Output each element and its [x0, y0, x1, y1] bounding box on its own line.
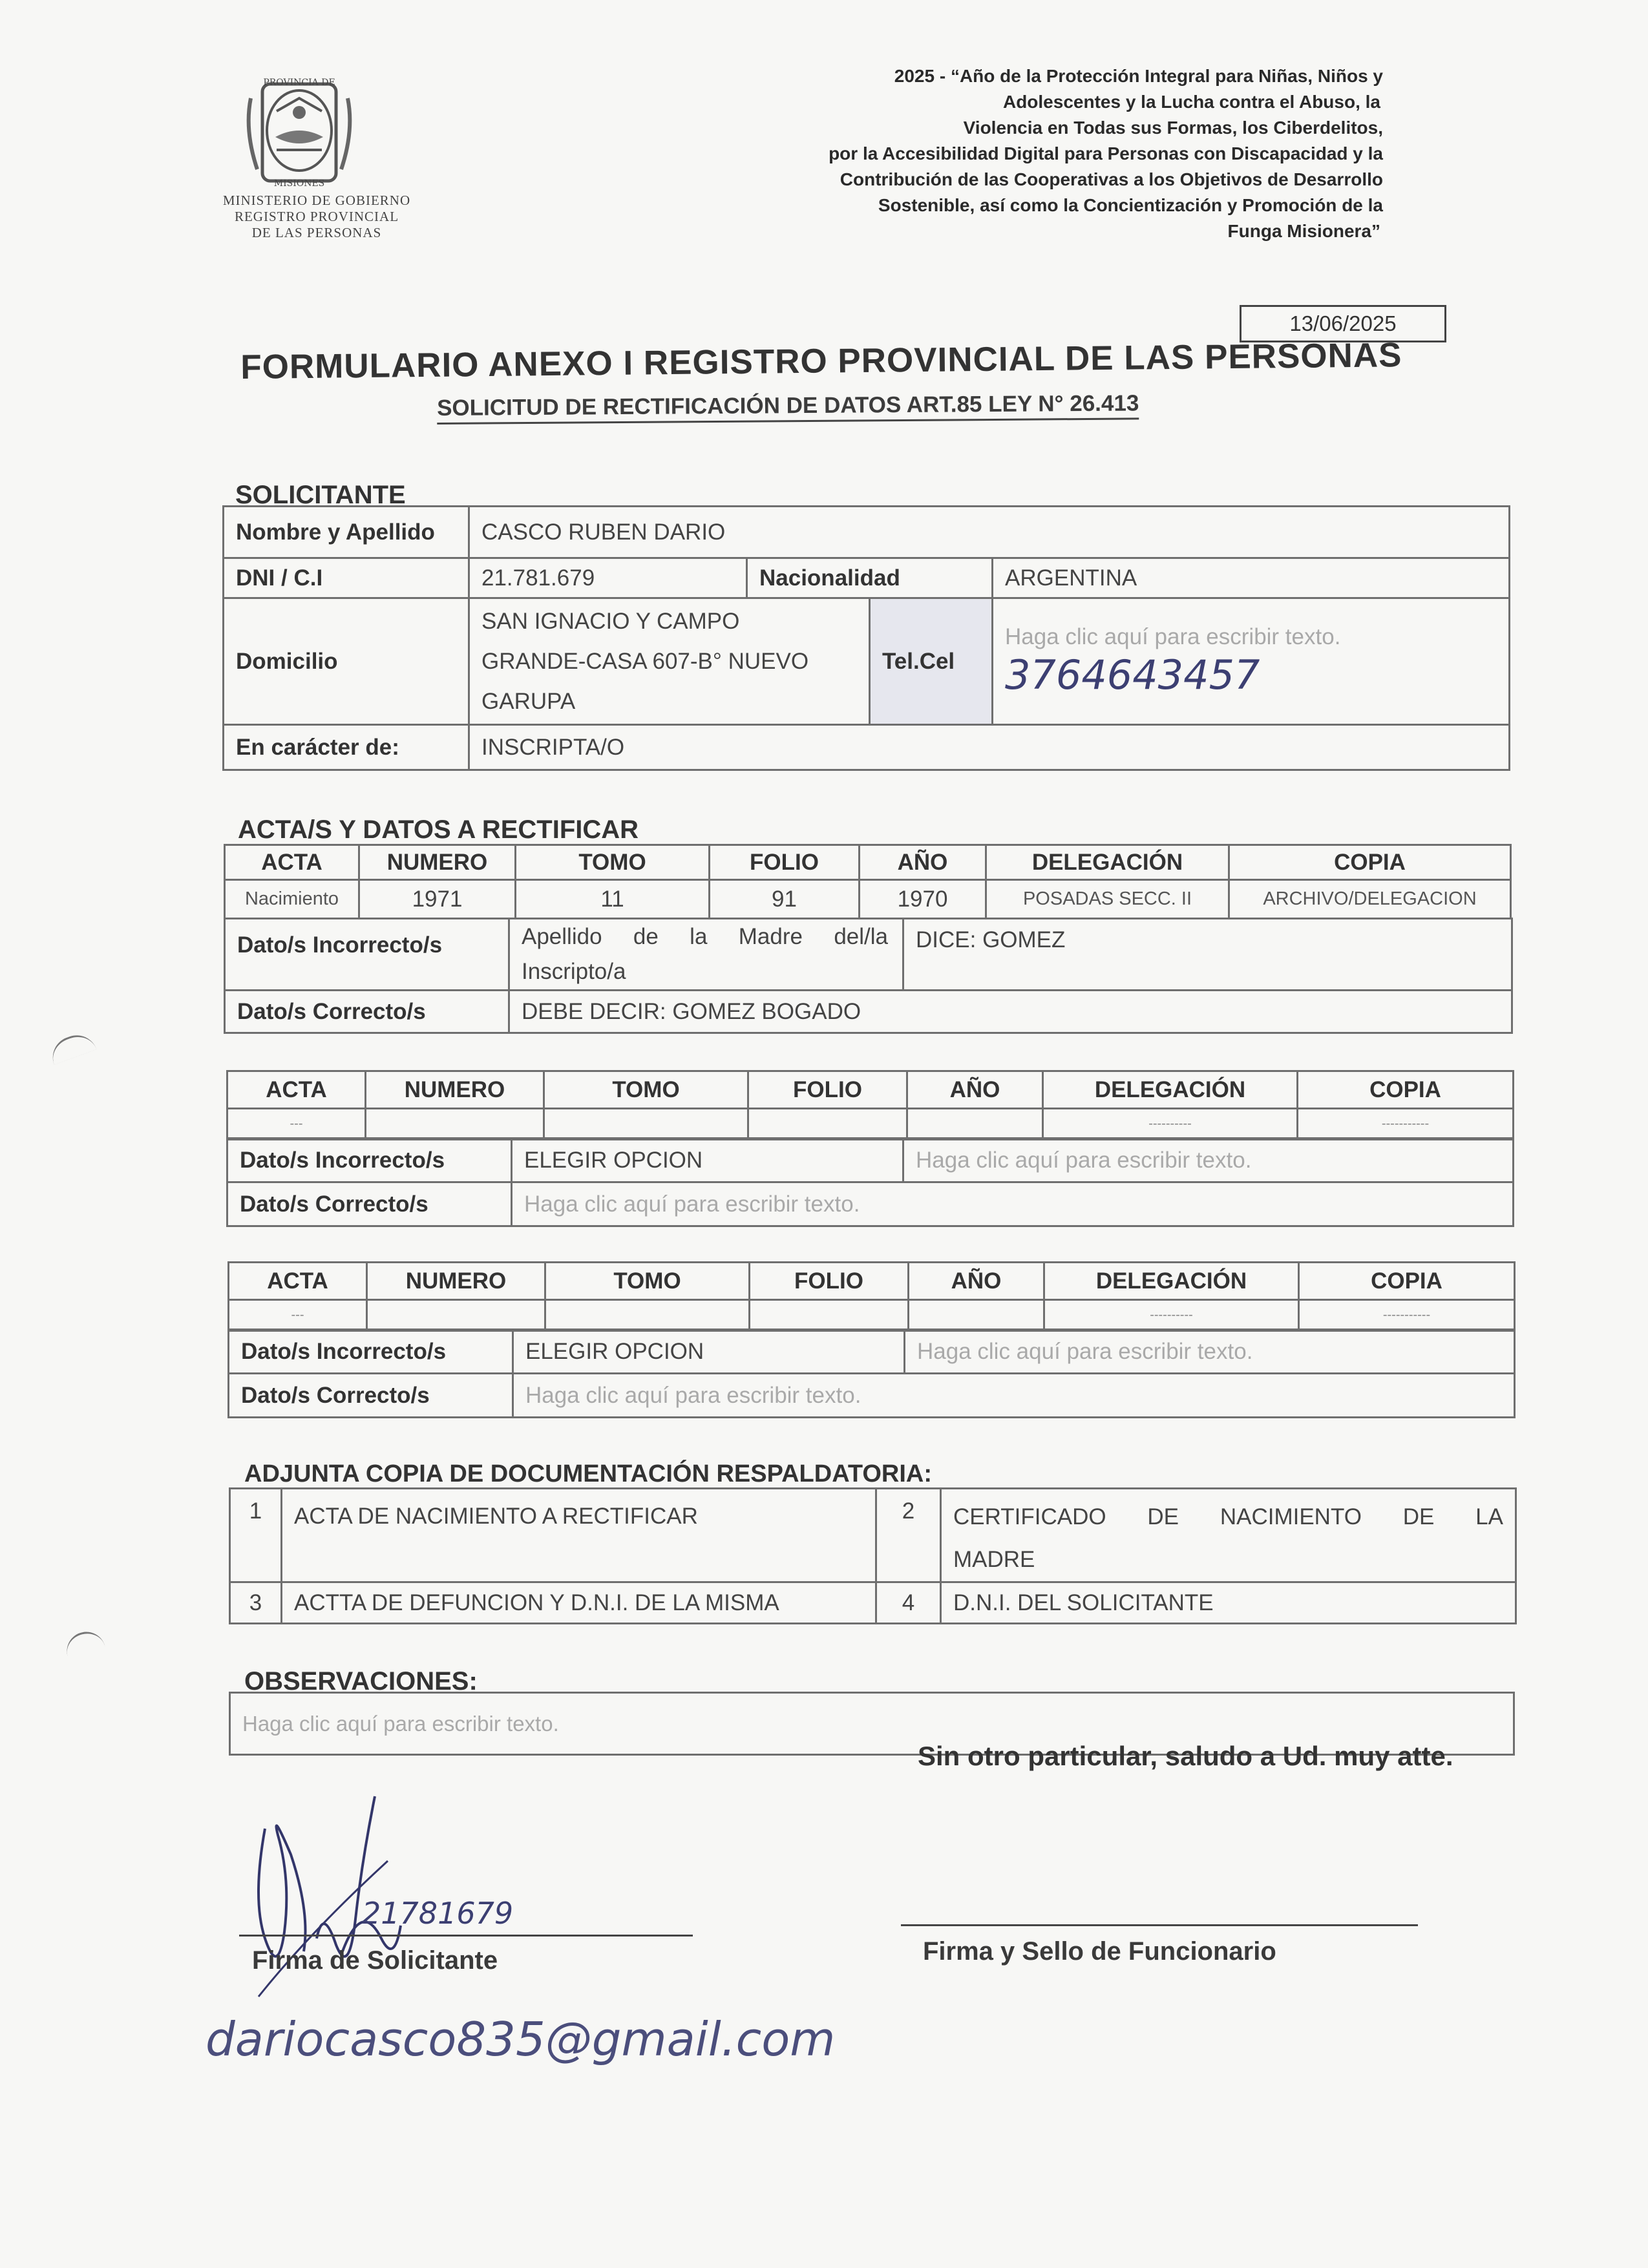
- date-field[interactable]: 13/06/2025: [1240, 305, 1446, 342]
- acta-tomo-field[interactable]: [544, 1109, 748, 1140]
- ministry-caption: [194, 193, 439, 241]
- scan-mark: [47, 1029, 96, 1065]
- acta-delegacion-select[interactable]: ----------: [1044, 1300, 1299, 1331]
- acta-anio-field[interactable]: [907, 1109, 1043, 1140]
- domicilio-line: GARUPA: [481, 688, 576, 714]
- motto-line: Violencia en Todas sus Formas, los Ciberdelitos,: [963, 118, 1383, 138]
- seal-bottom-text: MISIONES: [273, 178, 325, 189]
- attachment-line: MADRE: [953, 1547, 1035, 1572]
- year-motto: [672, 63, 1383, 244]
- acta-data-table-1: [224, 918, 1513, 1034]
- solicitante-signature-label: Firma de Solicitante: [252, 1946, 498, 1975]
- dni-field[interactable]: 21.781.679: [469, 558, 747, 598]
- acta-type-select[interactable]: Nacimiento: [225, 880, 359, 919]
- acta-copia-select[interactable]: ARCHIVO/DELEGACION: [1229, 880, 1511, 919]
- caracter-label: En carácter de:: [224, 725, 469, 770]
- tel-field[interactable]: [993, 598, 1510, 725]
- signature-number: 21781679: [362, 1896, 514, 1931]
- col-tomo: TOMO: [516, 845, 710, 880]
- motto-line: Adolescentes y la Lucha contra el Abuso, la: [1002, 92, 1380, 112]
- col-folio: FOLIO: [710, 845, 860, 880]
- nationality-label: Nacionalidad: [747, 558, 993, 598]
- col-numero: NUMERO: [366, 1071, 544, 1109]
- domicilio-field[interactable]: [469, 598, 870, 725]
- col-delegacion: DELEGACIÓN: [1043, 1071, 1298, 1109]
- acta-table-3: [227, 1261, 1516, 1332]
- acta-data-table-3: [227, 1328, 1516, 1418]
- acta-numero-field[interactable]: [367, 1300, 545, 1331]
- acta-data-table-2: [226, 1137, 1514, 1227]
- acta-table-2: [226, 1070, 1514, 1140]
- seal-top-text: PROVINCIA DE: [263, 78, 335, 88]
- col-folio: FOLIO: [750, 1263, 909, 1300]
- attachment-number: 1: [230, 1489, 282, 1582]
- ministry-line: DE LAS PERSONAS: [251, 225, 382, 240]
- correct-text-field[interactable]: Haga clic aquí para escribir texto.: [512, 1182, 1514, 1226]
- correct-field[interactable]: DEBE DECIR: GOMEZ BOGADO: [509, 991, 1512, 1033]
- observaciones-field[interactable]: Haga clic aquí para escribir texto.: [230, 1693, 1514, 1755]
- col-folio: FOLIO: [748, 1071, 907, 1109]
- acta-table-1: [224, 844, 1512, 919]
- solicitante-table: [222, 505, 1510, 771]
- col-anio: AÑO: [907, 1071, 1043, 1109]
- attachment-item[interactable]: [941, 1489, 1516, 1582]
- motto-line: Funga Misionera”: [1227, 221, 1380, 241]
- attachment-number: 4: [876, 1582, 941, 1624]
- form-title: FORMULARIO ANEXO I REGISTRO PROVINCIAL DE LAS PERSONAS: [240, 336, 1402, 386]
- correct-label: Dato/s Correcto/s: [227, 1182, 512, 1226]
- attachment-number: 3: [230, 1582, 282, 1624]
- motto-line: Sostenible, así como la Concientización y Promoción de la: [878, 195, 1383, 215]
- incorrect-label: Dato/s Incorrecto/s: [225, 919, 509, 991]
- attachment-item[interactable]: D.N.I. DEL SOLICITANTE: [941, 1582, 1516, 1624]
- incorrect-select[interactable]: ELEGIR OPCION: [513, 1330, 905, 1374]
- acta-tomo-field[interactable]: [545, 1300, 750, 1331]
- attachment-number: 2: [876, 1489, 941, 1582]
- col-delegacion: DELEGACIÓN: [986, 845, 1229, 880]
- actas-heading: ACTA/S Y DATOS A RECTIFICAR: [238, 815, 639, 844]
- acta-numero-field[interactable]: [366, 1109, 544, 1140]
- solicitante-heading: SOLICITANTE: [235, 481, 406, 509]
- incorrect-label: Dato/s Incorrecto/s: [229, 1330, 513, 1374]
- acta-type-select[interactable]: ---: [227, 1109, 366, 1140]
- province-seal-logo: [238, 72, 361, 191]
- scan-mark: [63, 1628, 105, 1658]
- attachment-item[interactable]: ACTA DE NACIMIENTO A RECTIFICAR: [282, 1489, 876, 1582]
- col-numero: NUMERO: [367, 1263, 545, 1300]
- acta-anio-field[interactable]: 1970: [860, 880, 986, 919]
- acta-copia-select[interactable]: -----------: [1299, 1300, 1515, 1331]
- adjunta-heading: ADJUNTA COPIA DE DOCUMENTACIÓN RESPALDATORIA:: [244, 1460, 932, 1487]
- dni-label: DNI / C.I: [224, 558, 469, 598]
- tel-placeholder: Haga clic aquí para escribir texto.: [1005, 624, 1341, 649]
- nationality-field[interactable]: ARGENTINA: [993, 558, 1510, 598]
- acta-anio-field[interactable]: [909, 1300, 1044, 1331]
- closing-text: Sin otro particular, saludo a Ud. muy atte.: [918, 1741, 1453, 1771]
- motto-line: Contribución de las Cooperativas a los Objetivos de Desarrollo: [840, 169, 1383, 189]
- ministry-line: REGISTRO PROVINCIAL: [234, 209, 399, 224]
- col-anio: AÑO: [860, 845, 986, 880]
- col-acta: ACTA: [225, 845, 359, 880]
- col-copia: COPIA: [1298, 1071, 1514, 1109]
- motto-line: por la Accesibilidad Digital para Personas con Discapacidad y la: [829, 143, 1383, 163]
- incorrect-field[interactable]: [509, 919, 903, 991]
- col-copia: COPIA: [1229, 845, 1511, 880]
- incorrect-label: Dato/s Incorrecto/s: [227, 1139, 512, 1182]
- correct-label: Dato/s Correcto/s: [225, 991, 509, 1033]
- col-numero: NUMERO: [359, 845, 516, 880]
- acta-delegacion-select[interactable]: ----------: [1043, 1109, 1298, 1140]
- correct-label: Dato/s Correcto/s: [229, 1374, 513, 1418]
- acta-copia-select[interactable]: -----------: [1298, 1109, 1514, 1140]
- incorrect-select[interactable]: ELEGIR OPCION: [512, 1139, 903, 1182]
- col-anio: AÑO: [909, 1263, 1044, 1300]
- tel-label: Tel.Cel: [870, 598, 993, 725]
- col-copia: COPIA: [1299, 1263, 1515, 1300]
- col-tomo: TOMO: [544, 1071, 748, 1109]
- acta-folio-field[interactable]: [748, 1109, 907, 1140]
- col-acta: ACTA: [229, 1263, 367, 1300]
- acta-folio-field[interactable]: [750, 1300, 909, 1331]
- caracter-field[interactable]: INSCRIPTA/O: [469, 725, 1510, 770]
- incorrect-line: Inscripto/a: [522, 959, 626, 984]
- adjunta-table: [229, 1487, 1517, 1624]
- attachment-line: CERTIFICADO DE NACIMIENTO DE LA: [953, 1504, 1503, 1529]
- col-acta: ACTA: [227, 1071, 366, 1109]
- attachment-item[interactable]: ACTTA DE DEFUNCION Y D.N.I. DE LA MISMA: [282, 1582, 876, 1624]
- motto-line: 2025 - “Año de la Protección Integral para Niñas, Niños y: [894, 66, 1383, 86]
- solicitante-signature-line: [239, 1935, 693, 1937]
- col-tomo: TOMO: [545, 1263, 750, 1300]
- name-label: Nombre y Apellido: [224, 507, 469, 558]
- domicilio-line: SAN IGNACIO Y CAMPO: [481, 608, 740, 634]
- name-field[interactable]: CASCO RUBEN DARIO: [469, 507, 1510, 558]
- funcionario-signature-label: Firma y Sello de Funcionario: [923, 1937, 1276, 1966]
- acta-delegacion-select[interactable]: POSADAS SECC. II: [986, 880, 1229, 919]
- acta-tomo-field[interactable]: 11: [516, 880, 710, 919]
- incorrect-line: Apellido de la Madre del/la: [522, 924, 888, 949]
- form-subtitle: SOLICITUD DE RECTIFICACIÓN DE DATOS ART.85 LEY N° 26.413: [437, 390, 1139, 425]
- acta-type-select[interactable]: ---: [229, 1300, 367, 1331]
- tel-handwritten: 3764643457: [1005, 651, 1260, 698]
- domicilio-line: GRANDE-CASA 607-B° NUEVO: [481, 648, 809, 674]
- ministry-line: MINISTERIO DE GOBIERNO: [222, 193, 411, 208]
- correct-text-field[interactable]: Haga clic aquí para escribir texto.: [513, 1374, 1515, 1418]
- col-delegacion: DELEGACIÓN: [1044, 1263, 1299, 1300]
- dice-field[interactable]: DICE: GOMEZ: [903, 919, 1512, 991]
- incorrect-text-field[interactable]: Haga clic aquí para escribir texto.: [903, 1139, 1514, 1182]
- incorrect-text-field[interactable]: Haga clic aquí para escribir texto.: [905, 1330, 1515, 1374]
- acta-folio-field[interactable]: 91: [710, 880, 860, 919]
- funcionario-signature-line: [901, 1924, 1418, 1926]
- observaciones-heading: OBSERVACIONES:: [244, 1667, 478, 1696]
- domicilio-label: Domicilio: [224, 598, 469, 725]
- acta-numero-field[interactable]: 1971: [359, 880, 516, 919]
- handwritten-email: dariocasco835@gmail.com: [206, 2012, 836, 2066]
